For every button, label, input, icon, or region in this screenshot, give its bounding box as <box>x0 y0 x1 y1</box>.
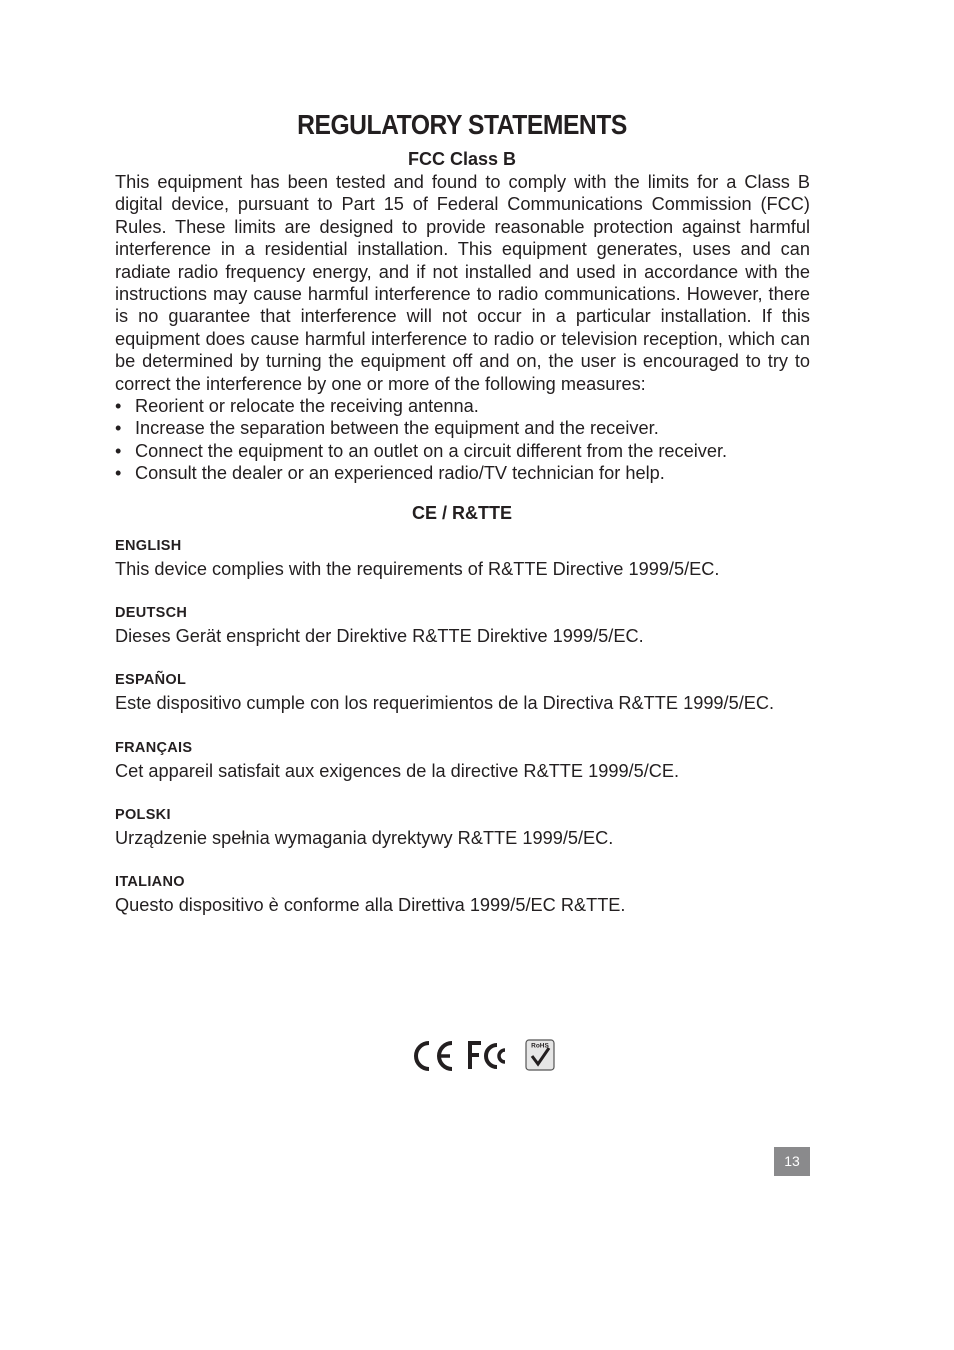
measure-text: Reorient or relocate the receiving antenna. <box>135 396 479 416</box>
fcc-measures-list <box>115 395 815 485</box>
measure-text: Connect the equipment to an outlet on a circuit different from the receiver. <box>135 440 728 461</box>
bullet: • <box>115 396 122 416</box>
fcc-heading: FCC Class B <box>407 149 517 169</box>
lang-block-francais <box>115 739 835 782</box>
rohs-check-icon <box>525 1039 555 1071</box>
list-item <box>115 462 815 484</box>
ce-mark-icon <box>412 1039 456 1073</box>
lang-block-polski <box>115 806 835 849</box>
fcc-paragraph: This equipment has been tested and found to comply with the limits for a Class B digital device, pursuant to Part 15 of Federal Communications Commission (FCC) Rules. These limits are designed to provide reasonable protection against harmful interference in a residential installation. This equipment generates, uses and can radiate radio frequency energy, and if not installed and used in accordance with the instructions may cause harmful interference to radio communications. However, there is no guarantee that interference will not occur in a particular installation. If this equipment does cause harmful interference to radio or television reception, which can be determined by turning the equipment off and on, the user is encouraged to try to correct the interference by one or more of the following measures: <box>115 172 810 394</box>
lang-label: ENGLISH <box>115 538 182 554</box>
page-number: 13 <box>774 1147 810 1176</box>
lang-text: Dieses Gerät enspricht der Direktive R&TTE Direktive 1999/5/EC. <box>115 626 644 646</box>
page-title: REGULATORY STATEMENTS <box>297 109 627 140</box>
lang-block-espanol <box>115 671 835 714</box>
list-item <box>115 440 815 462</box>
rohs-text: RoHS <box>531 1042 549 1050</box>
lang-text: Este dispositivo cumple con los requerimientos de la Directiva R&TTE 1999/5/EC. <box>115 693 775 713</box>
measure-text: Increase the separation between the equipment and the receiver. <box>135 418 659 439</box>
lang-label: FRANÇAIS <box>115 740 193 756</box>
certification-logos <box>412 1039 557 1073</box>
list-item <box>115 395 815 417</box>
lang-block-english <box>115 537 835 580</box>
ce-heading: CE / R&TTE <box>411 503 512 523</box>
lang-label: ITALIANO <box>115 874 185 890</box>
fcc-mark-icon <box>467 1039 511 1073</box>
lang-text: Urządzenie spełnia wymagania dyrektywy R&TTE 1999/5/EC. <box>115 828 614 848</box>
lang-label: DEUTSCH <box>115 605 188 621</box>
list-item <box>115 417 815 439</box>
lang-text: Questo dispositivo è conforme alla Direttiva 1999/5/EC R&TTE. <box>115 895 626 915</box>
measure-text: Consult the dealer or an experienced radio/TV technician for help. <box>135 463 665 484</box>
lang-text: Cet appareil satisfait aux exigences de la directive R&TTE 1999/5/CE. <box>115 761 680 781</box>
lang-text: This device complies with the requirements of R&TTE Directive 1999/5/EC. <box>115 559 720 579</box>
lang-block-deutsch <box>115 604 835 647</box>
lang-block-italiano <box>115 873 835 916</box>
lang-label: POLSKI <box>115 807 171 823</box>
bullet: • <box>115 463 122 484</box>
bullet: • <box>115 440 122 461</box>
bullet: • <box>115 418 122 439</box>
lang-label: ESPAÑOL <box>115 672 187 688</box>
